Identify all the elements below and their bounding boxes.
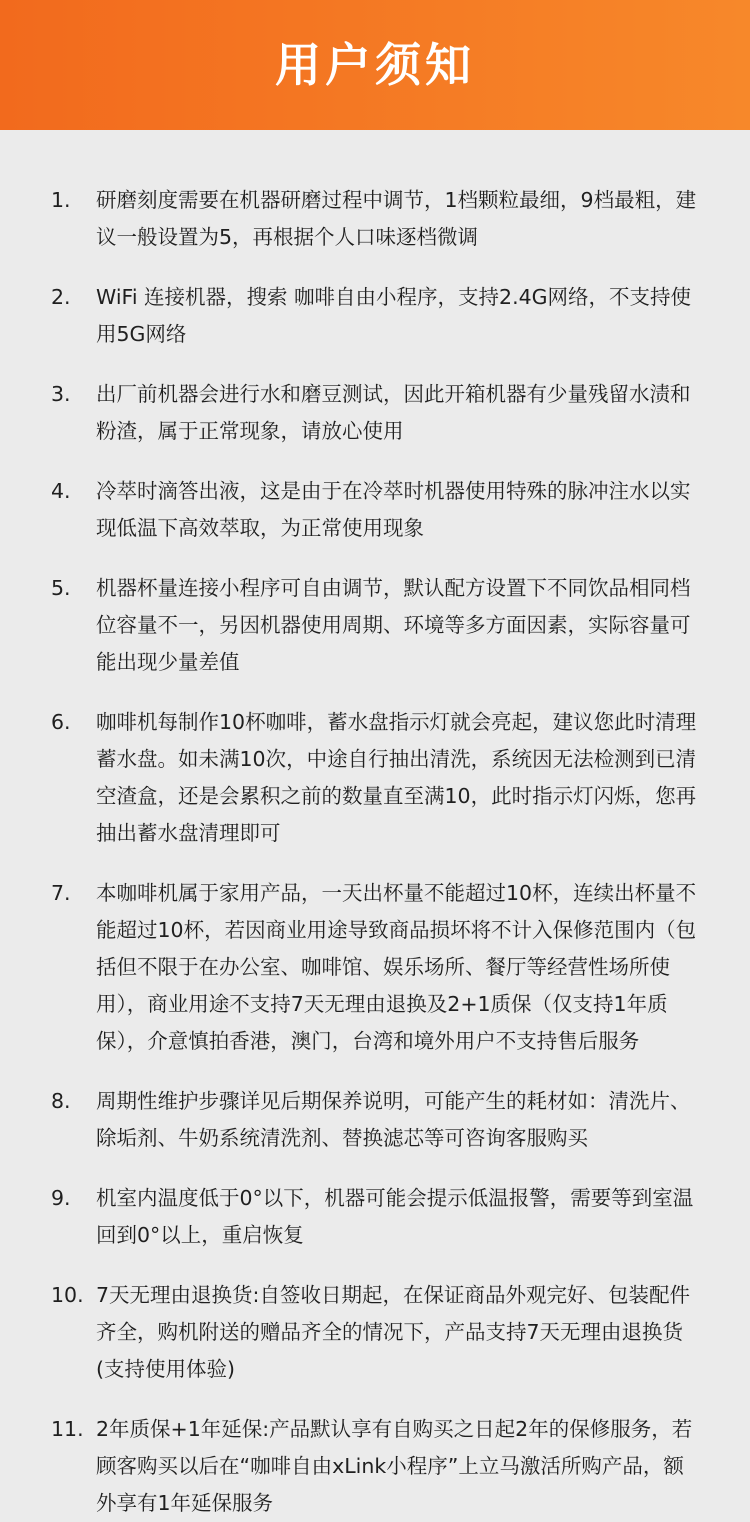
item-number: 11.	[51, 1417, 84, 1441]
item-text: 周期性维护步骤详见后期保养说明，可能产生的耗材如：清洗片、除垢剂、牛奶系统清洗剂、替换滤芯等可咨询客服购买	[96, 1089, 691, 1150]
item-text: 机室内温度低于0°以下，机器可能会提示低温报警，需要等到室温回到0°以上，重启恢复	[96, 1186, 694, 1247]
notice-item	[0, 1277, 750, 1388]
item-number: 6.	[51, 710, 71, 734]
item-number: 9.	[51, 1186, 71, 1210]
item-number: 1.	[51, 188, 71, 212]
item-text: 7天无理由退换货:自签收日期起，在保证商品外观完好、包装配件齐全，购机附送的赠品齐全的情况下，产品支持7天无理由退换货(支持使用体验)	[96, 1283, 690, 1381]
item-number: 8.	[51, 1089, 71, 1113]
item-text: 咖啡机每制作10杯咖啡，蓄水盘指示灯就会亮起，建议您此时清理蓄水盘。如未满10次，中途自行抽出清洗，系统因无法检测到已清空渣盒，还是会累积之前的数量直至满10，此时指示灯闪烁，您再抽出蓄水盘清理即可	[96, 710, 697, 845]
item-text: 研磨刻度需要在机器研磨过程中调节，1档颗粒最细，9档最粗，建议一般设置为5，再根据个人口味逐档微调	[96, 188, 697, 249]
notice-item	[0, 1411, 750, 1522]
item-text: 2年质保+1年延保:产品默认享有自购买之日起2年的保修服务，若顾客购买以后在“咖啡自由xLink小程序”上立马激活所购产品，额外享有1年延保服务	[96, 1417, 693, 1515]
item-text: 出厂前机器会进行水和磨豆测试，因此开箱机器有少量残留水渍和粉渣，属于正常现象，请放心使用	[96, 382, 691, 443]
notice-item	[0, 570, 750, 681]
notice-item	[0, 1083, 750, 1157]
item-number: 5.	[51, 576, 71, 600]
notice-item	[0, 473, 750, 547]
notice-item	[0, 1180, 750, 1254]
notice-item	[0, 875, 750, 1060]
item-text: WiFi 连接机器，搜索 咖啡自由小程序，支持2.4G网络，不支持使用5G网络	[96, 285, 692, 346]
item-number: 2.	[51, 285, 71, 309]
notice-item	[0, 704, 750, 852]
notice-list	[0, 130, 750, 1515]
notice-item	[0, 279, 750, 353]
item-number: 4.	[51, 479, 71, 503]
item-text: 本咖啡机属于家用产品，一天出杯量不能超过10杯，连续出杯量不能超过10杯，若因商业用途导致商品损坏将不计入保修范围内（包括但不限于在办公室、咖啡馆、娱乐场所、餐厅等经营性场所使用），商业用途不支持7天无理由退换及2+1质保（仅支持1年质保），介意慎拍香港，澳门，台湾和境外用户不支持售后服务	[96, 881, 697, 1053]
item-number: 10.	[51, 1283, 84, 1307]
notice-item	[0, 376, 750, 450]
page-title: 用户须知	[275, 38, 475, 92]
item-number: 3.	[51, 382, 71, 406]
item-text: 冷萃时滴答出液，这是由于在冷萃时机器使用特殊的脉冲注水以实现低温下高效萃取，为正常使用现象	[96, 479, 691, 540]
notice-item	[0, 182, 750, 256]
item-number: 7.	[51, 881, 71, 905]
page-header	[0, 0, 750, 130]
item-text: 机器杯量连接小程序可自由调节，默认配方设置下不同饮品相同档位容量不一，另因机器使用周期、环境等多方面因素，实际容量可能出现少量差值	[96, 576, 691, 674]
